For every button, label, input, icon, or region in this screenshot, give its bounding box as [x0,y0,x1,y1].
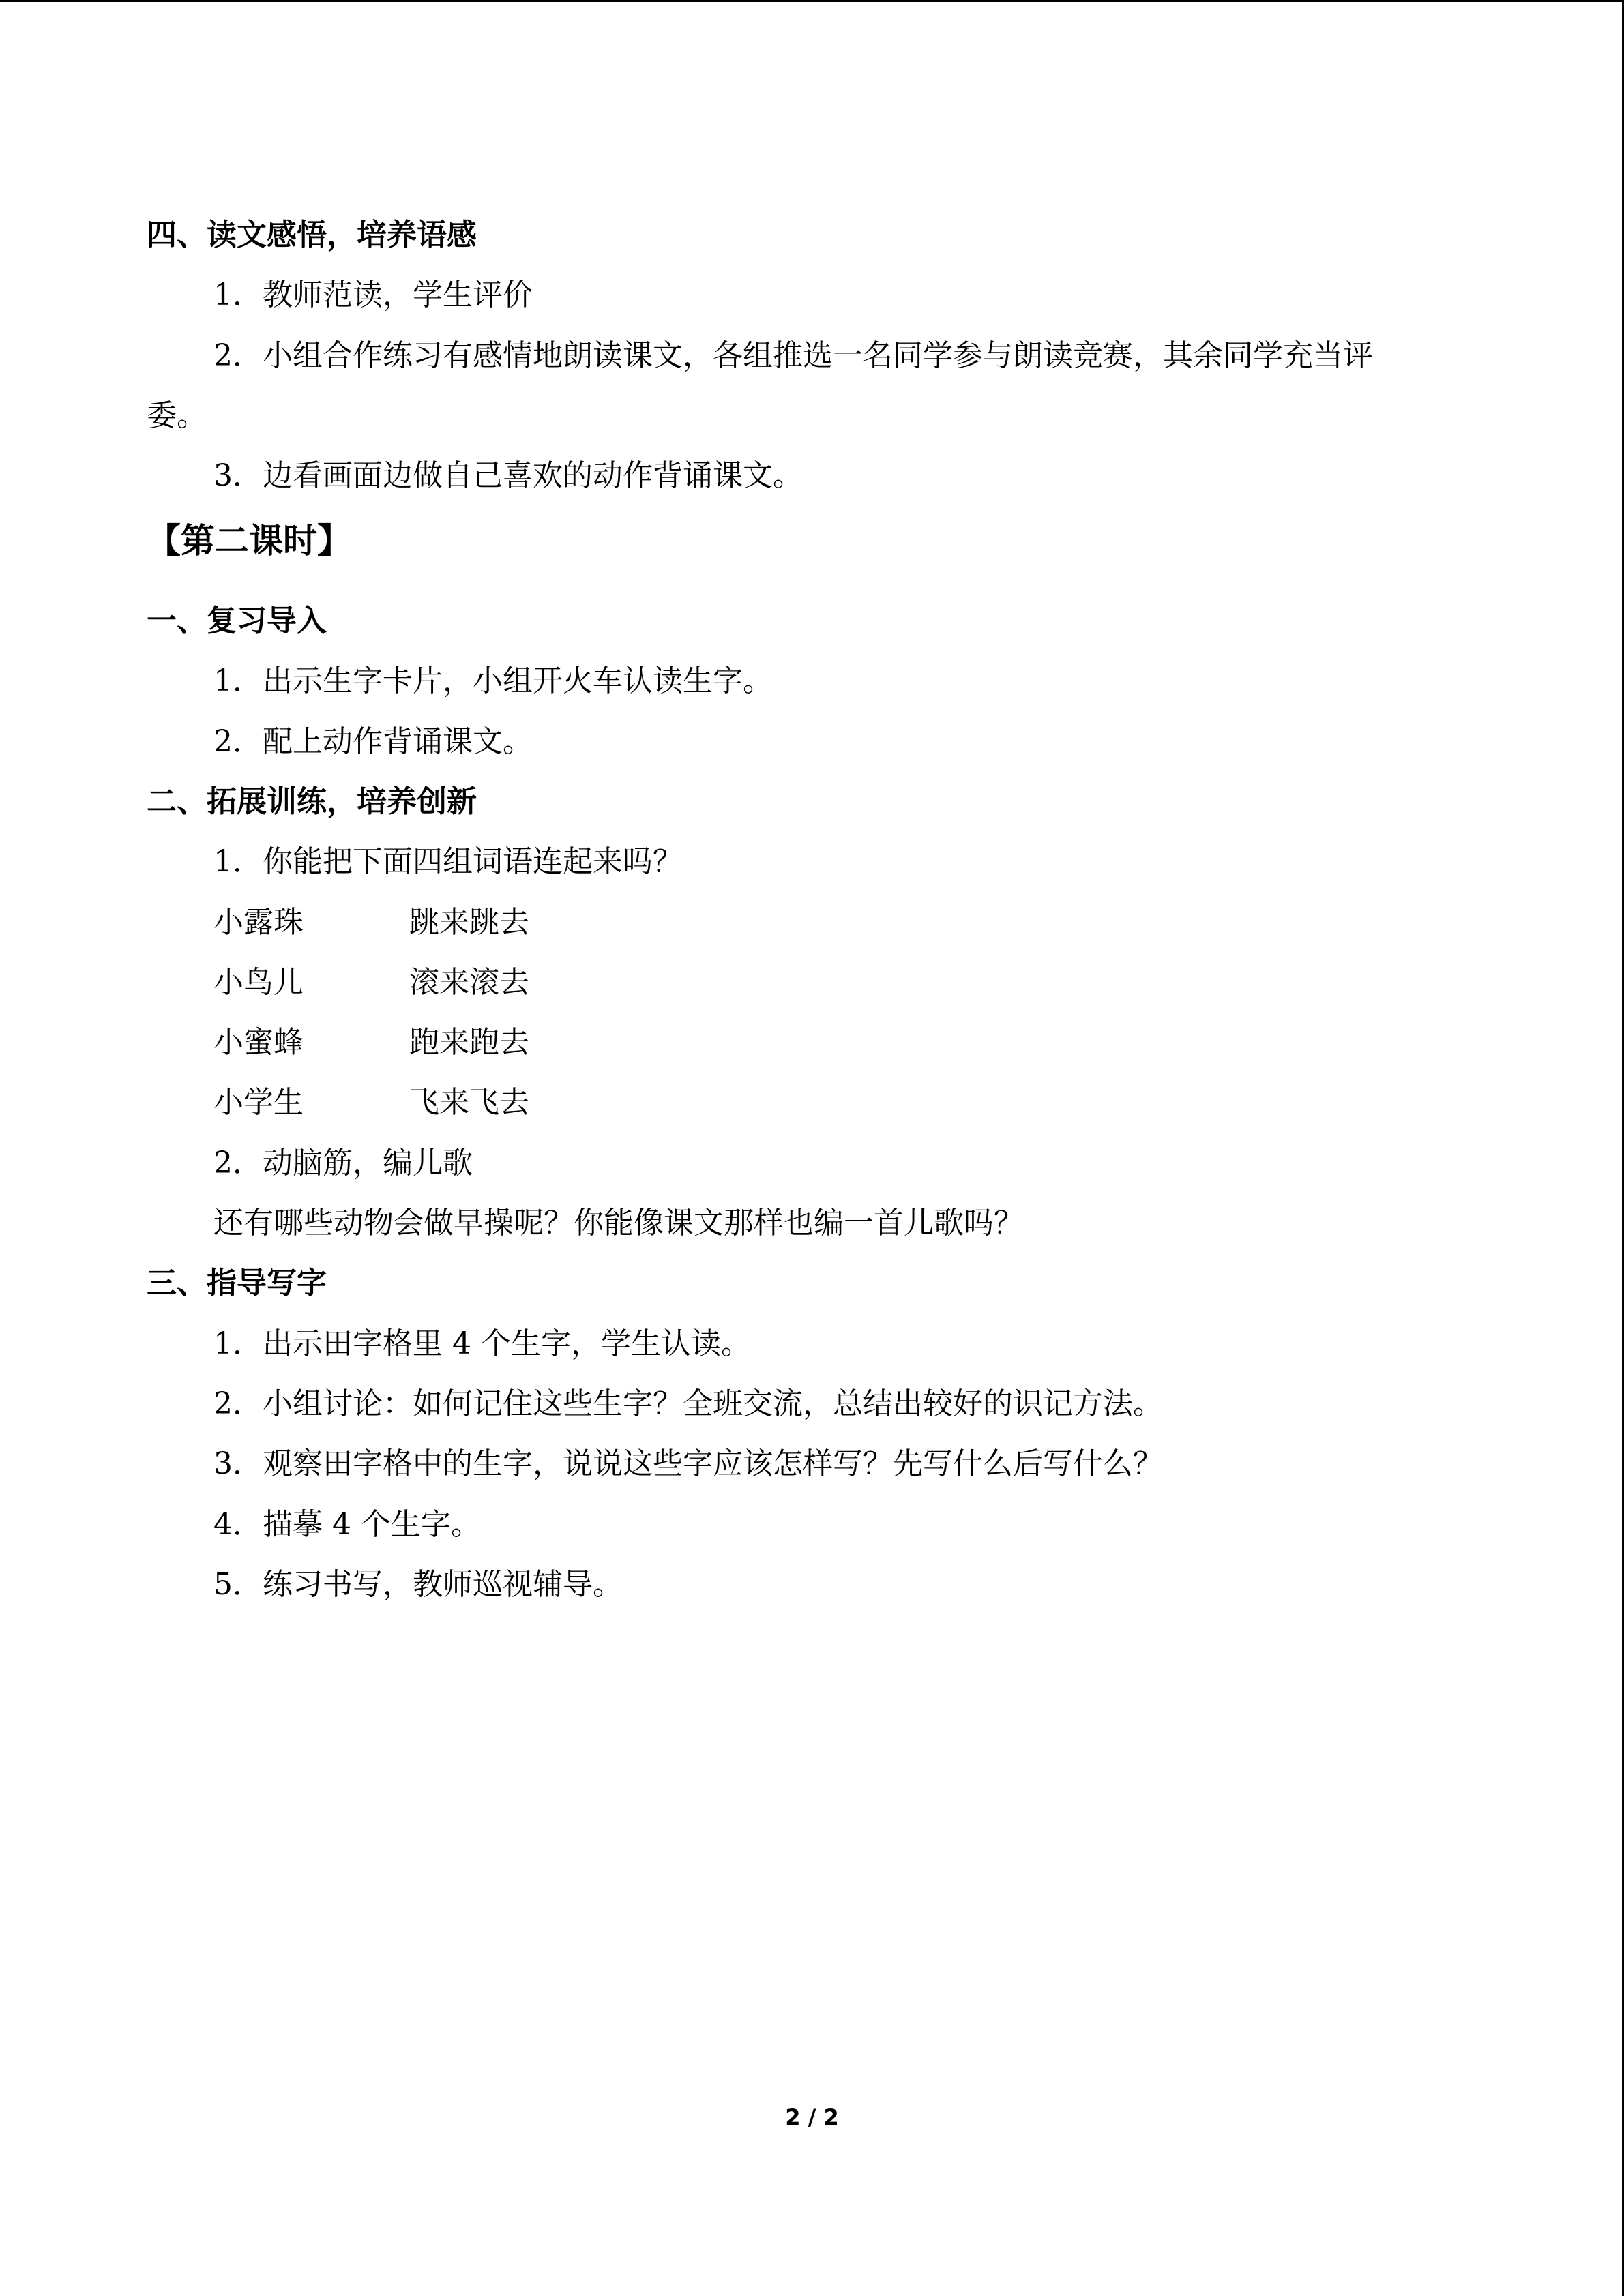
word-left: 小蜜蜂 [213,1025,304,1060]
word-left: 小露珠 [213,905,304,940]
paragraph-continuation: 委。 [147,398,207,433]
section-heading: 三、指导写字 [147,1266,327,1300]
word-right: 飞来飞去 [409,1085,529,1120]
paragraph: 1．出示田字格里 4 个生字，学生认读。 [213,1326,751,1361]
paragraph: 2．配上动作背诵课文。 [213,724,533,759]
lesson-title: 【第二课时】 [147,521,351,561]
page-number: 2 / 2 [785,2104,839,2130]
paragraph: 还有哪些动物会做早操呢？你能像课文那样也编一首儿歌吗？ [213,1206,1024,1240]
word-left: 小鸟儿 [213,965,304,1000]
paragraph: 4．描摹 4 个生字。 [213,1507,481,1542]
word-left: 小学生 [213,1085,304,1120]
section-heading: 四、读文感悟，培养语感 [147,218,477,252]
paragraph: 5．练习书写，教师巡视辅导。 [213,1567,623,1602]
word-right: 跑来跑去 [409,1025,529,1060]
paragraph: 3．边看画面边做自己喜欢的动作背诵课文。 [213,458,803,493]
paragraph: 2．小组讨论：如何记住这些生字？全班交流，总结出较好的识记方法。 [213,1386,1163,1421]
word-right: 跳来跳去 [409,905,529,940]
paragraph: 3．观察田字格中的生字，说说这些字应该怎样写？先写什么后写什么？ [213,1446,1163,1481]
page-border-top [0,0,1624,2]
word-right: 滚来滚去 [409,965,529,1000]
paragraph: 1．教师范读，学生评价 [213,278,533,312]
paragraph: 2．小组合作练习有感情地朗读课文，各组推选一名同学参与朗读竞赛，其余同学充当评 [213,338,1373,373]
paragraph: 1．出示生字卡片，小组开火车认读生字。 [213,664,773,698]
section-heading: 二、拓展训练，培养创新 [147,784,477,819]
paragraph: 1．你能把下面四组词语连起来吗？ [213,844,683,879]
section-heading: 一、复习导入 [147,603,327,638]
paragraph: 2．动脑筋，编儿歌 [213,1146,473,1180]
